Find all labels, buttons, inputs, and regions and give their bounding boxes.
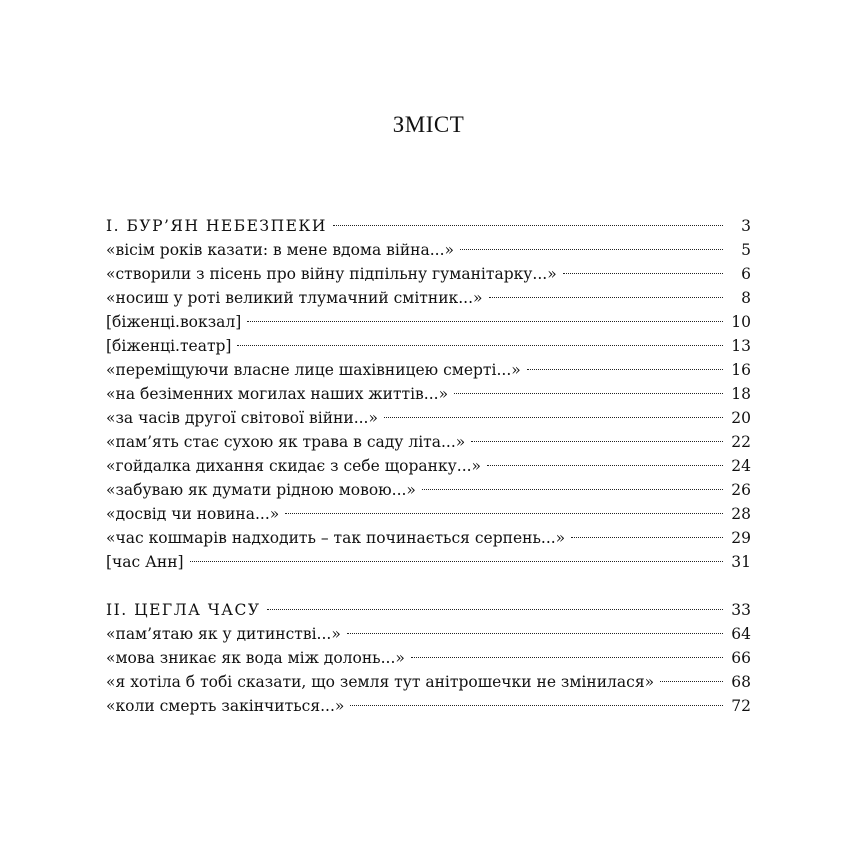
dot-leader (454, 393, 723, 394)
toc-entry-title: «забуваю як думати рідною мовою...» (106, 481, 416, 499)
toc-page-number: 72 (731, 697, 751, 715)
toc-page-number: 16 (731, 361, 751, 379)
toc-page-number: 5 (741, 241, 751, 259)
dot-leader (660, 681, 723, 682)
toc-entry[interactable] (106, 622, 751, 646)
toc-entry[interactable] (106, 478, 751, 502)
dot-leader (487, 465, 723, 466)
toc-entry-title: «я хотіла б тобі сказати, що земля тут анітрошечки не змінилася» (106, 673, 655, 691)
toc-entry-title: [біженці.театр] (106, 337, 232, 355)
toc-entry[interactable] (106, 550, 751, 574)
toc-page-number: 8 (741, 289, 751, 307)
toc-page-number: 3 (741, 217, 751, 235)
dot-leader (347, 633, 723, 634)
toc-entry[interactable] (106, 694, 751, 718)
dot-leader (563, 273, 723, 274)
toc-entry-title: «носиш у роті великий тлумачний смітник...» (106, 289, 483, 307)
dot-leader (247, 321, 723, 322)
toc-entry-title: «за часів другої світової війни...» (106, 409, 378, 427)
toc-entry[interactable] (106, 430, 751, 454)
toc-entry-title: [біженці.вокзал] (106, 313, 242, 331)
toc-entry-title: «переміщуючи власне лице шахівницею смерті...» (106, 361, 521, 379)
toc-section-title: І. БУР’ЯН НЕБЕЗПЕКИ (106, 217, 327, 235)
toc-entry-title: «гойдалка дихання скидає з себе щоранку...» (106, 457, 482, 475)
toc-entry[interactable] (106, 238, 751, 262)
toc-entry[interactable] (106, 334, 751, 358)
toc-page-number: 18 (731, 385, 751, 403)
toc-page-number: 26 (731, 481, 751, 499)
toc-entry-title: «вісім років казати: в мене вдома війна...» (106, 241, 455, 259)
toc-entry-title: [час Анн] (106, 553, 184, 571)
toc-page-number: 24 (731, 457, 751, 475)
toc-entry-title: «на безіменних могилах наших життів...» (106, 385, 449, 403)
toc-page-number: 29 (731, 529, 751, 547)
toc-page-number: 13 (731, 337, 751, 355)
dot-leader (471, 441, 723, 442)
toc-section-header[interactable] (106, 598, 751, 622)
toc-section-2 (106, 598, 751, 718)
toc-page-number: 20 (731, 409, 751, 427)
page-title: ЗМІСТ (392, 112, 465, 137)
toc-page-number: 66 (731, 649, 751, 667)
dot-leader (422, 489, 723, 490)
toc-entry[interactable] (106, 286, 751, 310)
toc-entry[interactable] (106, 670, 751, 694)
toc-entry[interactable] (106, 382, 751, 406)
dot-leader (267, 609, 723, 610)
toc-entry-title: «досвід чи новина...» (106, 505, 280, 523)
dot-leader (489, 297, 724, 298)
toc-page-number: 6 (741, 265, 751, 283)
dot-leader (527, 369, 723, 370)
toc-entry[interactable] (106, 454, 751, 478)
dot-leader (460, 249, 723, 250)
toc-page-number: 31 (731, 553, 751, 571)
toc-entry[interactable] (106, 406, 751, 430)
toc-page-number: 64 (731, 625, 751, 643)
dot-leader (333, 225, 723, 226)
toc-entry-title: «час кошмарів надходить – так починається серпень...» (106, 529, 566, 547)
toc-entry-title: «пам’ять стає сухою як трава в саду літа...» (106, 433, 466, 451)
dot-leader (350, 705, 723, 706)
toc-page-number: 22 (731, 433, 751, 451)
toc-entry-title: «коли смерть закінчиться...» (106, 697, 345, 715)
dot-leader (384, 417, 723, 418)
toc-entry[interactable] (106, 526, 751, 550)
dot-leader (190, 561, 723, 562)
toc-entry[interactable] (106, 646, 751, 670)
toc-entry[interactable] (106, 502, 751, 526)
toc-page-number: 28 (731, 505, 751, 523)
toc-section-header[interactable] (106, 214, 751, 238)
toc-entry-title: «створили з пісень про війну підпільну гуманітарку...» (106, 265, 557, 283)
toc-entry[interactable] (106, 310, 751, 334)
dot-leader (411, 657, 723, 658)
toc-page-number: 10 (731, 313, 751, 331)
toc-entry[interactable] (106, 358, 751, 382)
toc-page-number: 33 (731, 601, 751, 619)
dot-leader (237, 345, 723, 346)
toc-entry-title: «мова зникає як вода між долонь...» (106, 649, 405, 667)
dot-leader (285, 513, 723, 514)
toc-entry[interactable] (106, 262, 751, 286)
toc-page-number: 68 (731, 673, 751, 691)
dot-leader (571, 537, 723, 538)
toc-section-1 (106, 214, 751, 574)
toc-section-title: ІІ. ЦЕГЛА ЧАСУ (106, 601, 261, 619)
toc-entry-title: «пам’ятаю як у дитинстві...» (106, 625, 341, 643)
table-of-contents (106, 214, 751, 718)
